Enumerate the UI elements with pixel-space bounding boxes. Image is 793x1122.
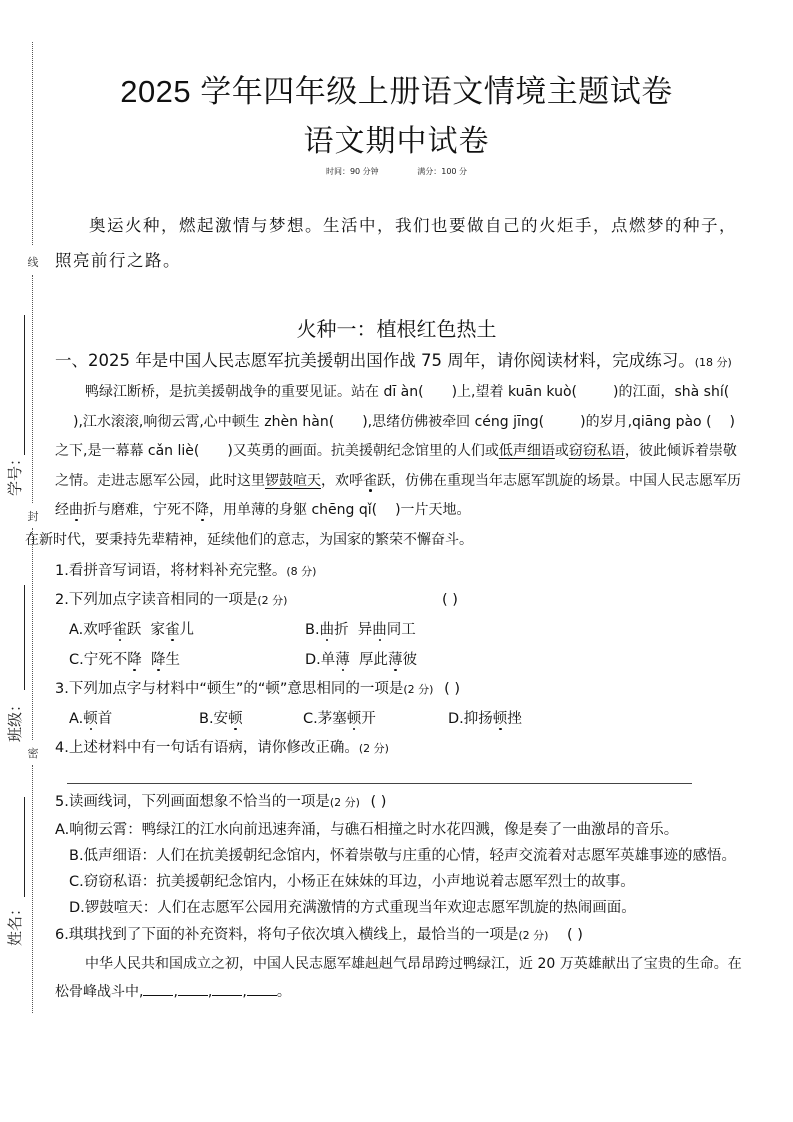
sub-question-2-options-cd	[55, 645, 745, 675]
answer-line[interactable]	[67, 783, 692, 784]
supplementary-material: 中华人民共和国成立之初，中国人民志愿军雄赳赳气昂昂跨过鸭绿江，近 20 万英雄献出了宝贵的生命。在松骨峰战斗中, , , , 。	[55, 956, 742, 1000]
exam-time: 时间：90 分钟	[325, 167, 379, 176]
underlined-word: 低声细语	[498, 443, 555, 459]
reading-passage: 鸭绿江断桥，是抗美援朝战争的重要见证。站在 dī àn( )上,望着 kuān kuò( )的江面，shà shí(),江水滚滚,响彻云霄,心中顿生 zhèn hàn( ),思绪仿佛被牵回 céng jīng( )的岁月,qiāng pào ( )之下,是一幕幕 cǎn liè( )又英勇的画面。抗美援朝纪念馆里的人们或低声细语或窃窃私语，彼此倾诉着崇敬之情。走进志愿军公园，此时这里锣鼓喧天，欢呼雀跃，仿佛在重现当年志愿军凯旋的场景。中国人民志愿军历经曲折与磨难，宁死不降，用单薄的身躯 chēng qǐ( )一片天地。 在新时代，要秉持先辈精神，延续他们的意志，为国家的繁荣不懈奋斗。	[25, 384, 741, 548]
sub-question-3: 3.下列加点字与材料中“顿生”的“顿”意思相同的一项是(2 分) ( )	[55, 681, 461, 697]
sub-question-2-options-ab	[55, 615, 745, 645]
dotted-char: 降	[195, 502, 209, 518]
blank-2[interactable]	[178, 981, 208, 996]
blank-3[interactable]	[212, 981, 242, 996]
option-b[interactable]: B.低声细语：人们在抗美援朝纪念馆内，怀着崇敬与庄重的心情，轻声交流着对志愿军英雄事迹的感悟。	[69, 848, 737, 864]
exam-full-score: 满分：100 分	[417, 167, 468, 176]
sub-question-5: 5.读画线词，下列画面想象不恰当的一项是(2 分) ( )	[55, 794, 387, 810]
binding-word-xian: 线	[27, 256, 39, 269]
option-a[interactable]: A.顿首	[69, 711, 113, 727]
option-d[interactable]: D.单薄 厚此薄彼	[305, 652, 417, 668]
section-title: 火种一：植根红色热土	[296, 317, 497, 341]
sub-question-6: 6.琪琪找到了下面的补充资料，将句子依次填入横线上，最恰当的一项是(2 分) ( )	[55, 927, 583, 943]
dotted-char: 雀	[363, 472, 377, 489]
intro-paragraph: 奥运火种，燃起激情与梦想。生活中，我们也要做自己的火炬手，点燃梦的种子，照亮前行之路。	[55, 216, 737, 270]
option-c[interactable]: C.茅塞顿开	[303, 711, 376, 727]
answer-paren[interactable]: ( )	[567, 927, 583, 943]
blank-4[interactable]	[247, 981, 277, 996]
option-b[interactable]: B.曲折 异曲同工	[305, 622, 416, 638]
class-line[interactable]	[24, 585, 25, 690]
exam-meta	[0, 166, 793, 177]
answer-paren[interactable]: ( )	[442, 592, 458, 608]
option-d[interactable]: D.锣鼓喧天：人们在志愿军公园用充满激情的方式重现当年欢迎志愿军凯旋的热闹画面。	[69, 900, 636, 916]
binding-word-mi: 密	[27, 747, 39, 760]
dotted-char: 曲	[69, 502, 83, 518]
sub-question-4: 4.上述材料中有一句话有语病，请你修改正确。(2 分)	[55, 740, 389, 756]
binding-dotted-line	[32, 765, 33, 1013]
option-c[interactable]: C.窃窃私语：抗美援朝纪念馆内，小杨正在妹妹的耳边，小声地说着志愿军烈士的故事。	[69, 874, 635, 890]
binding-dotted-line	[32, 275, 33, 503]
blank-1[interactable]	[143, 981, 173, 996]
class-label: 班级：	[6, 696, 24, 742]
question-1-score: (18 分)	[694, 356, 732, 369]
underlined-word: 锣鼓喧天	[265, 472, 321, 489]
question-1	[25, 346, 745, 1006]
option-a[interactable]: A.响彻云霄：鸭绿江的江水向前迅速奔涌，与礁石相撞之时水花四溅，像是奏了一曲激昂的音乐。	[55, 822, 679, 838]
option-c[interactable]: C.宁死不降 降生	[69, 652, 180, 668]
sub-question-3-options	[55, 704, 745, 734]
question-1-heading	[55, 346, 745, 378]
option-b[interactable]: B.安顿	[199, 711, 243, 727]
exam-title: 2025 学年四年级上册语文情境主题试卷	[120, 74, 673, 109]
option-d[interactable]: D.抑扬顿挫	[448, 711, 522, 727]
question-1-text: 一、2025 年是中国人民志愿军抗美援朝出国作战 75 周年，请你阅读材料，完成练习。	[55, 351, 695, 370]
option-a[interactable]: A.欢呼雀跃 家雀儿	[69, 622, 194, 638]
answer-paren[interactable]: ( )	[370, 794, 387, 810]
name-label: 姓名：	[6, 900, 24, 946]
sub-question-1: 1.看拼音写词语，将材料补充完整。(8 分)	[55, 563, 317, 579]
underlined-word: 窃窃私语	[568, 443, 625, 459]
answer-paren[interactable]: ( )	[444, 681, 461, 697]
binding-dotted-line	[32, 528, 33, 740]
exam-subtitle: 语文期中试卷	[303, 124, 490, 159]
sub-question-2: 2.下列加点字读音相同的一项是(2 分) ( )	[55, 592, 458, 608]
student-id-label: 学号：	[6, 450, 24, 496]
binding-word-feng: 封	[27, 510, 39, 523]
name-line[interactable]	[24, 797, 25, 897]
